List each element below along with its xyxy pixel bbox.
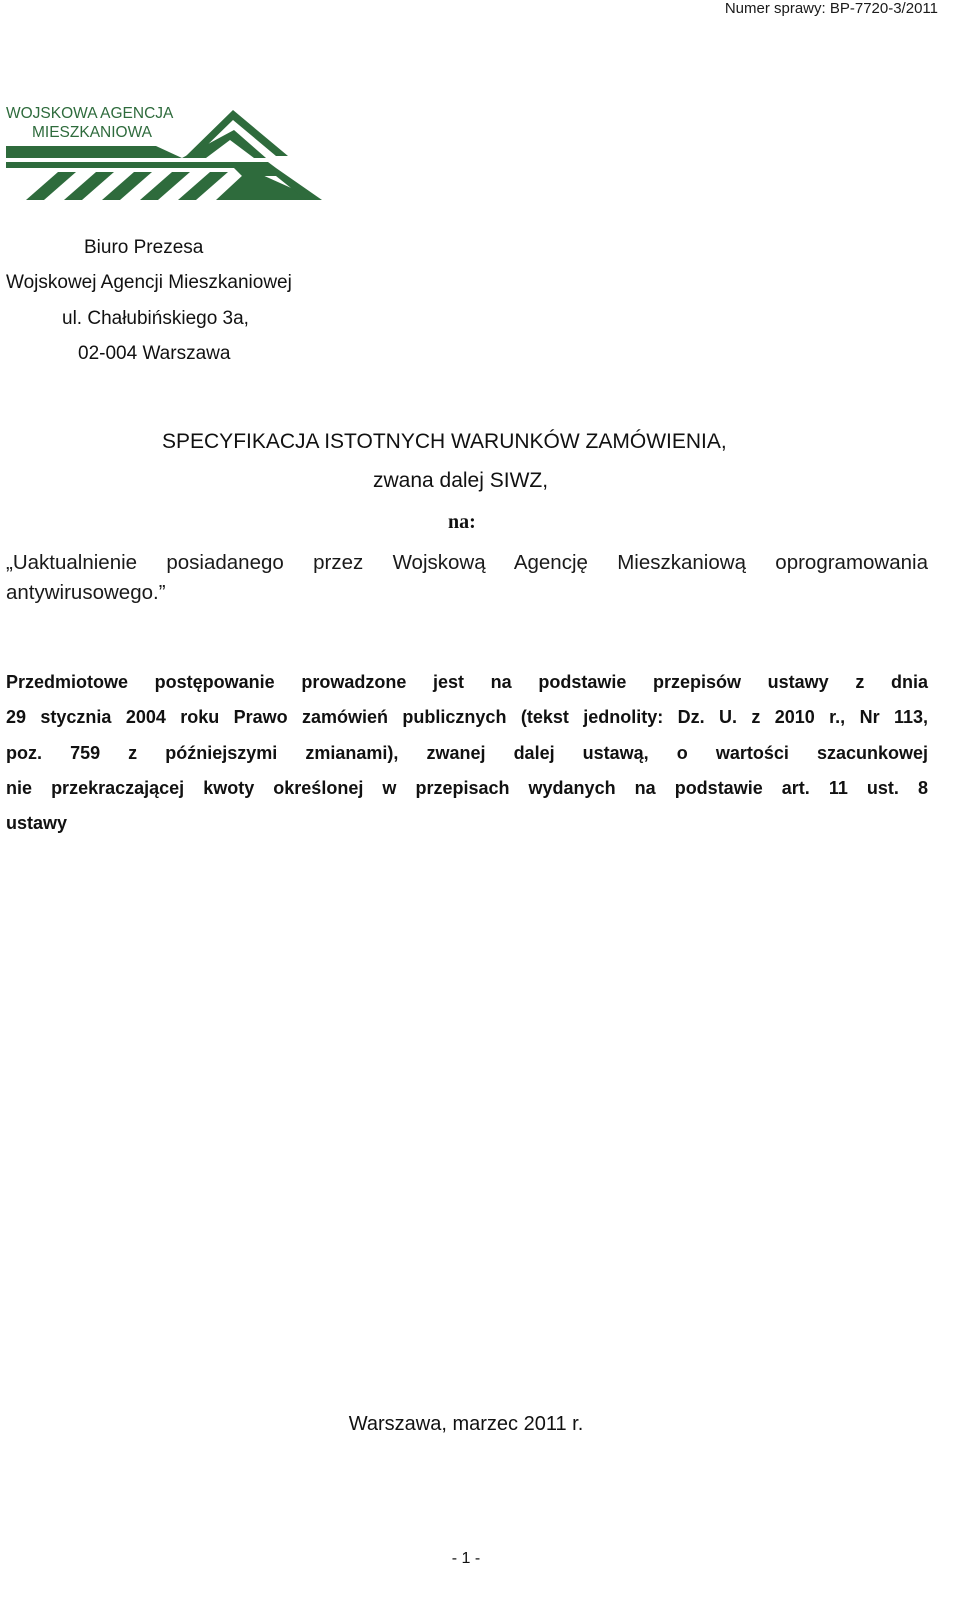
address-line-1: Biuro Prezesa <box>84 237 204 258</box>
document-title: SPECYFIKACJA ISTOTNYCH WARUNKÓW ZAMÓWIENIA, <box>162 430 727 453</box>
page-number: - 1 - <box>451 1550 481 1567</box>
legal-line: Przedmiotowe postępowanie prowadzone jest na podstawie przepisów ustawy z dnia <box>6 672 928 692</box>
case-number: Numer sprawy: BP-7720-3/2011 <box>724 0 938 17</box>
address-line-3: ul. Chałubińskiego 3a, <box>62 308 249 329</box>
legal-line: nie przekraczającej kwoty określonej w przepisach wydanych na podstawie art. 11 ust. 8 <box>6 777 928 798</box>
address-line-4: 02-004 Warszawa <box>78 343 231 364</box>
subject-intro: na: <box>448 511 476 533</box>
place-and-date: Warszawa, marzec 2011 r. <box>348 1413 584 1435</box>
legal-line: ustawy <box>6 813 68 834</box>
logo-text-line2: MIESZKANIOWA <box>32 124 152 141</box>
agency-logo <box>6 104 326 204</box>
address-line-2: Wojskowej Agencji Mieszkaniowej <box>6 272 292 293</box>
legal-line: poz. 759 z późniejszymi zmianami), zwanej dalej ustawą, o wartości szacunkowej <box>6 742 928 763</box>
legal-line: 29 stycznia 2004 roku Prawo zamówień publicznych (tekst jednolity: Dz. U. z 2010 r., Nr 113, <box>6 707 928 728</box>
logo-text-line1: WOJSKOWA AGENCJA <box>6 105 174 122</box>
legal-basis-paragraph <box>6 665 928 841</box>
document-subtitle: zwana dalej SIWZ, <box>373 469 549 492</box>
subject-of-order: „Uaktualnienie posiadanego przez Wojskową Agencję Mieszkaniową oprogramowania antywirusowego.” <box>6 551 928 604</box>
